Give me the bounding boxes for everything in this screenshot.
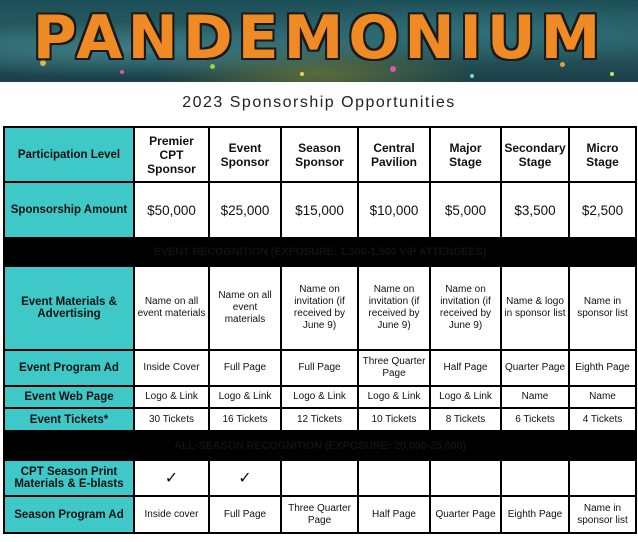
row-label: Event Materials & Advertising <box>4 266 134 350</box>
sponsorship-table <box>3 126 637 534</box>
table-cell: 8 Tickets <box>430 408 501 431</box>
table-cell: 16 Tickets <box>209 408 281 431</box>
banner-title: PANDEMONIUM <box>32 3 606 73</box>
table-cell: $25,000 <box>209 182 281 238</box>
table-cell: Logo & Link <box>358 386 430 408</box>
table-cell: Logo & Link <box>209 386 281 408</box>
table-cell: Name on all event materials <box>134 266 209 350</box>
banner <box>0 0 638 82</box>
event-tickets-row <box>4 408 636 431</box>
table-cell: 12 Tickets <box>281 408 358 431</box>
event-materials-row <box>4 266 636 350</box>
table-cell: Name on all event materials <box>209 266 281 350</box>
table-cell: Full Page <box>209 496 281 533</box>
table-cell: Full Page <box>281 350 358 386</box>
event-recognition-section-row <box>4 238 636 266</box>
table-cell <box>569 460 636 496</box>
event-web-page-row <box>4 386 636 408</box>
table-cell: Eighth Page <box>569 350 636 386</box>
section-header: ALL-SEASON RECOGNITION (EXPOSURE: 20,000-25,000) <box>4 431 636 460</box>
table-cell: Full Page <box>209 350 281 386</box>
checkmark-icon: ✓ <box>134 460 209 496</box>
season-print-row <box>4 460 636 496</box>
table-cell: Name on invitation (if received by June 9) <box>358 266 430 350</box>
table-cell: Logo & Link <box>281 386 358 408</box>
table-cell: Name on invitation (if received by June 9) <box>281 266 358 350</box>
sponsorship-amount-row <box>4 182 636 238</box>
table-cell: 30 Tickets <box>134 408 209 431</box>
table-cell: Name <box>569 386 636 408</box>
row-label: Event Web Page <box>4 386 134 408</box>
table-cell: Quarter Page <box>501 350 569 386</box>
table-cell: Name on invitation (if received by June 9) <box>430 266 501 350</box>
table-cell: 10 Tickets <box>358 408 430 431</box>
row-label: Event Tickets* <box>4 408 134 431</box>
row-label: Participation Level <box>4 127 134 182</box>
table-cell: Inside cover <box>134 496 209 533</box>
table-cell: Logo & Link <box>430 386 501 408</box>
table-cell: $50,000 <box>134 182 209 238</box>
table-cell: $3,500 <box>501 182 569 238</box>
page-subtitle: 2023 Sponsorship Opportunities <box>182 94 456 111</box>
table-cell: Name <box>501 386 569 408</box>
column-header: Event Sponsor <box>209 127 281 182</box>
table-cell: $15,000 <box>281 182 358 238</box>
table-cell: Half Page <box>430 350 501 386</box>
table-cell: Logo & Link <box>134 386 209 408</box>
table-cell: Half Page <box>358 496 430 533</box>
table-cell <box>501 460 569 496</box>
row-label: Season Program Ad <box>4 496 134 533</box>
table-cell: Name in sponsor list <box>569 496 636 533</box>
table-cell: $5,000 <box>430 182 501 238</box>
row-label: Sponsorship Amount <box>4 182 134 238</box>
table-cell: 6 Tickets <box>501 408 569 431</box>
table-cell <box>430 460 501 496</box>
checkmark-icon: ✓ <box>209 460 281 496</box>
table-cell: $10,000 <box>358 182 430 238</box>
table-cell <box>358 460 430 496</box>
event-program-ad-row <box>4 350 636 386</box>
row-label: Event Program Ad <box>4 350 134 386</box>
column-header: Micro Stage <box>569 127 636 182</box>
column-header: Season Sponsor <box>281 127 358 182</box>
all-season-section-row <box>4 431 636 460</box>
table-cell: Name & logo in sponsor list <box>501 266 569 350</box>
column-header: Premier CPT Sponsor <box>134 127 209 182</box>
table-cell: Three Quarter Page <box>358 350 430 386</box>
column-header: Major Stage <box>430 127 501 182</box>
table-cell <box>281 460 358 496</box>
season-program-ad-row <box>4 496 636 533</box>
row-label: CPT Season Print Materials & E-blasts <box>4 460 134 496</box>
column-header: Secondary Stage <box>501 127 569 182</box>
table-cell: Three Quarter Page <box>281 496 358 533</box>
table-cell: Quarter Page <box>430 496 501 533</box>
column-header: Central Pavilion <box>358 127 430 182</box>
participation-level-row <box>4 127 636 182</box>
table-cell: Eighth Page <box>501 496 569 533</box>
table-cell: 4 Tickets <box>569 408 636 431</box>
table-cell: $2,500 <box>569 182 636 238</box>
section-header: EVENT RECOGNITION (EXPOSURE: 1,300-1,500 VIP ATTENDEES) <box>4 238 636 266</box>
table-cell: Inside Cover <box>134 350 209 386</box>
table-cell: Name in sponsor list <box>569 266 636 350</box>
